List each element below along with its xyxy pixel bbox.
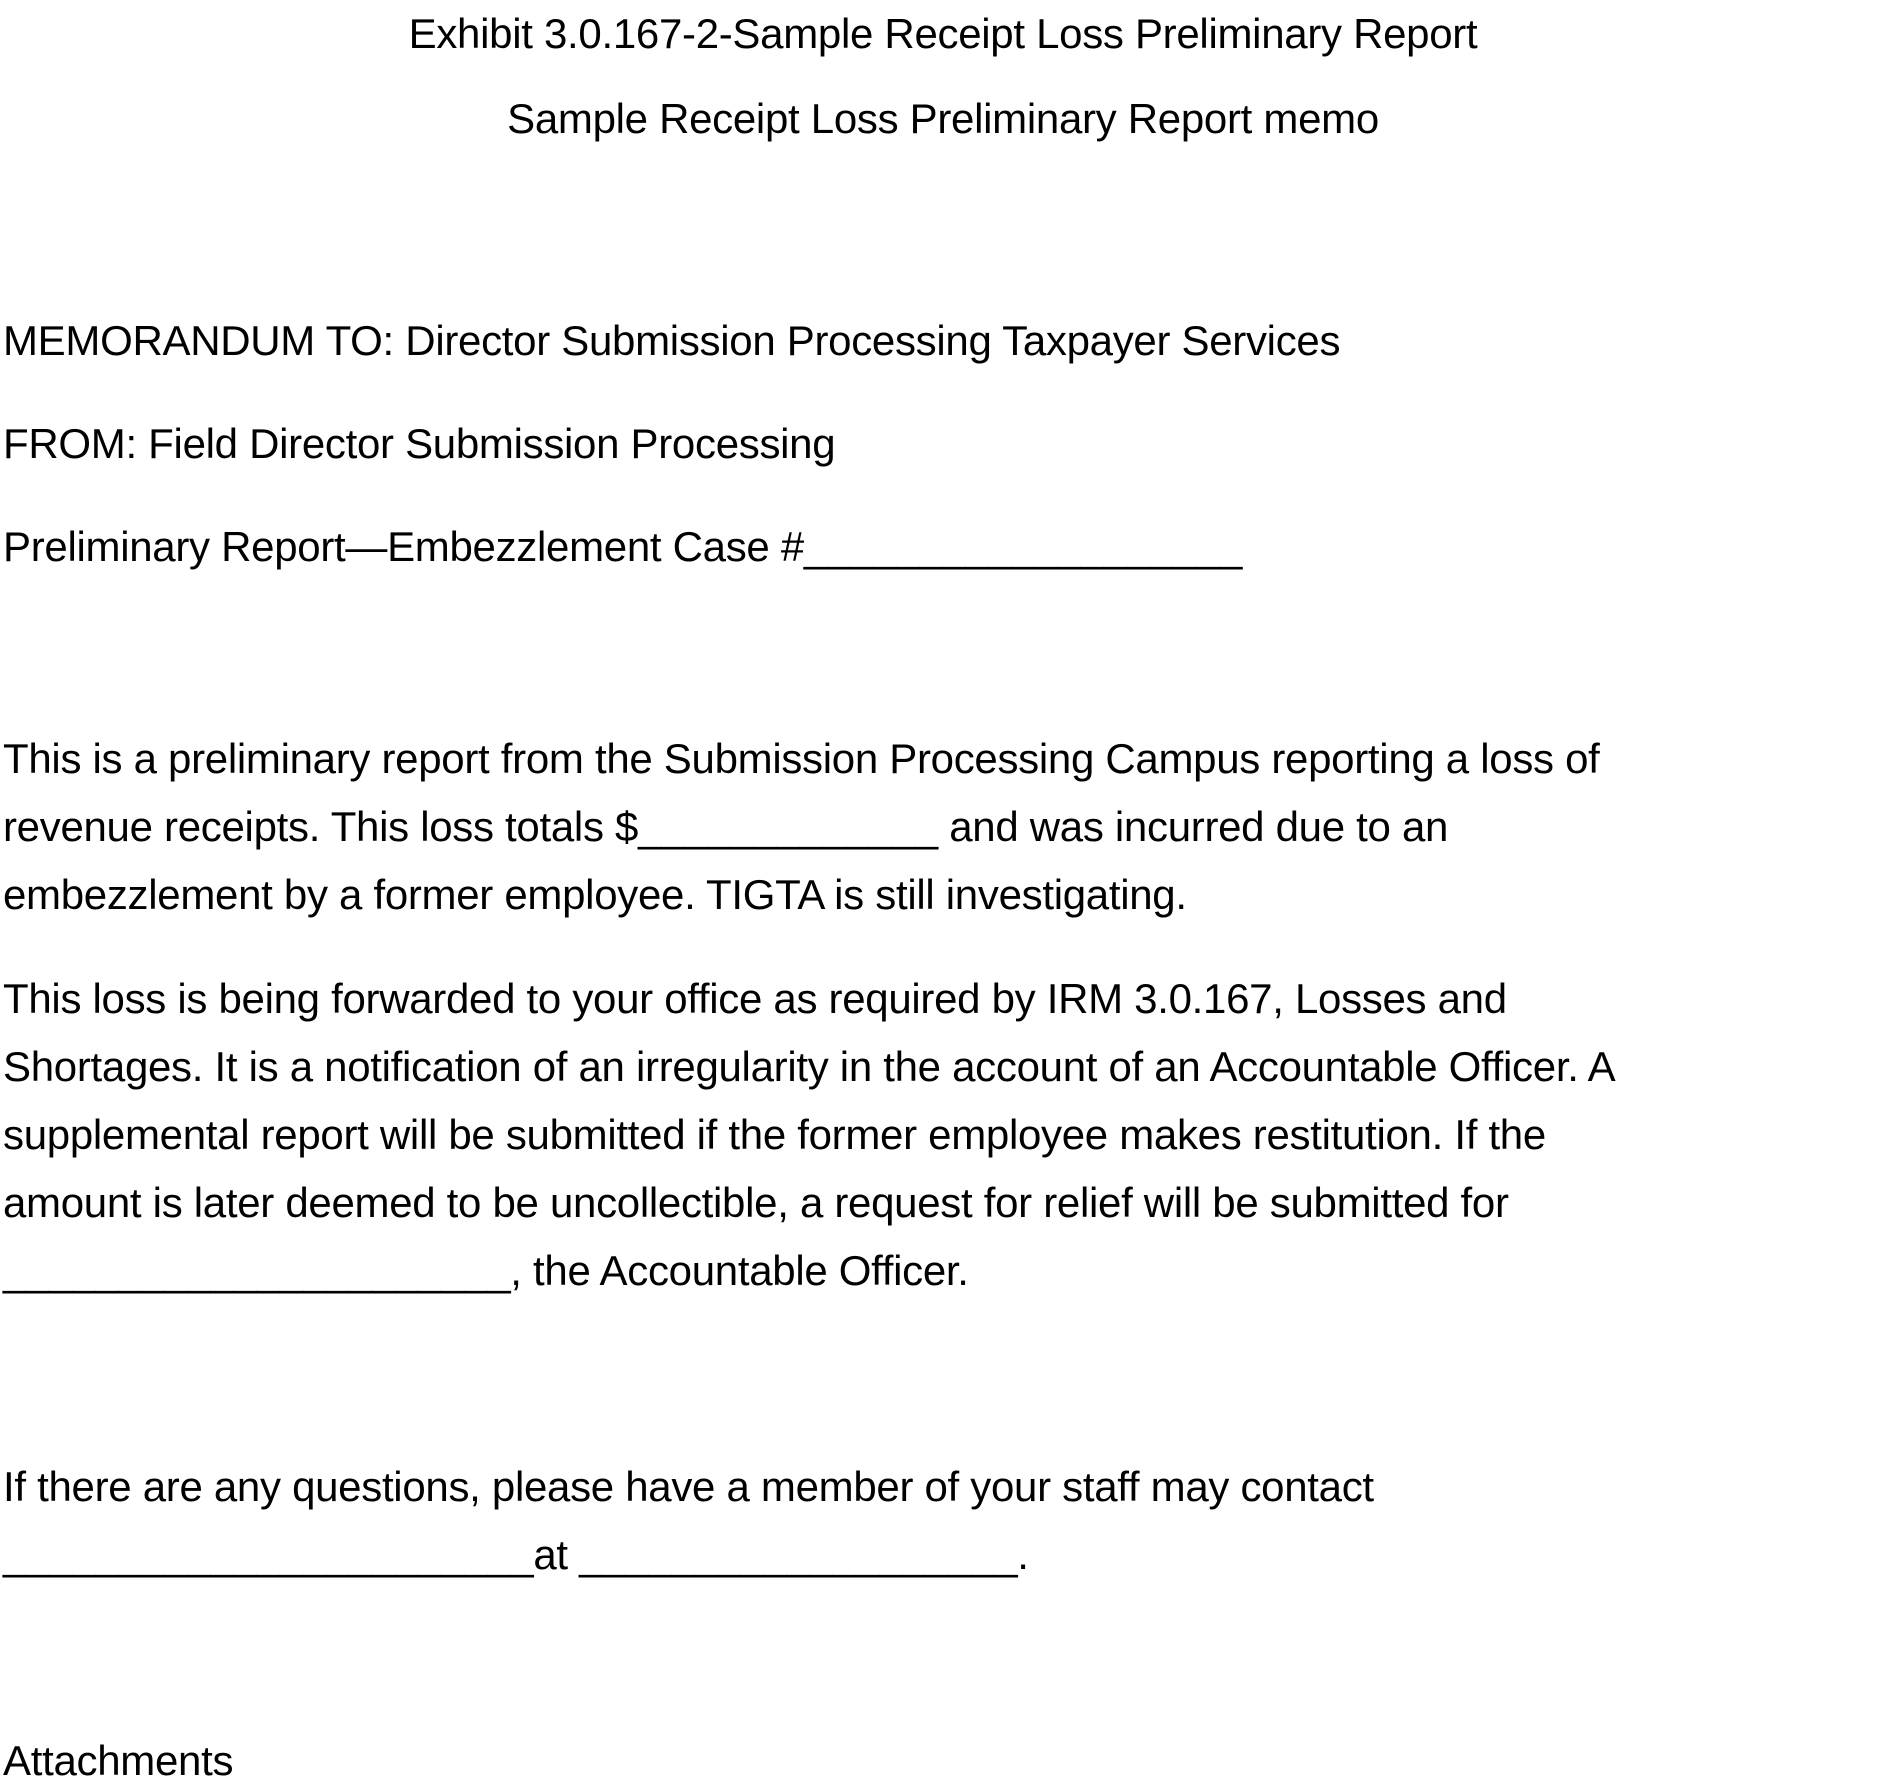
memo-line: This is a preliminary report from the Submission Processing Campus reporting a loss of bbox=[3, 735, 1600, 782]
exhibit-title: Exhibit 3.0.167-2-Sample Receipt Loss Preliminary Report bbox=[408, 10, 1478, 57]
memo-line: supplemental report will be submitted if the former employee makes restitution. If the bbox=[3, 1111, 1546, 1158]
paragraph-irm-notification bbox=[3, 965, 1883, 1305]
memorandum-to-line: MEMORANDUM TO: Director Submission Processing Taxpayer Services bbox=[3, 317, 1341, 364]
memo-line: This loss is being forwarded to your office as required by IRM 3.0.167, Losses and bbox=[3, 975, 1507, 1022]
case-number-line: Preliminary Report—Embezzlement Case #___________________ bbox=[3, 523, 1243, 570]
memo-line: ______________________, the Accountable Officer. bbox=[3, 1247, 969, 1294]
paragraph-contact bbox=[3, 1453, 1883, 1589]
memo-line: If there are any questions, please have a member of your staff may contact bbox=[3, 1463, 1374, 1510]
memo-line: revenue receipts. This loss totals $_____________ and was incurred due to an bbox=[3, 803, 1449, 850]
memo-line: _______________________at ___________________. bbox=[3, 1531, 1029, 1578]
memo-line: embezzlement by a former employee. TIGTA is still investigating. bbox=[3, 871, 1187, 918]
memo-subtitle: Sample Receipt Loss Preliminary Report memo bbox=[507, 95, 1379, 142]
memo-line: Shortages. It is a notification of an irregularity in the account of an Accountable Officer. A bbox=[3, 1043, 1616, 1090]
paragraph-loss-report bbox=[3, 725, 1883, 929]
attachments-label: Attachments bbox=[3, 1737, 234, 1778]
memo-line: amount is later deemed to be uncollectible, a request for relief will be submitted for bbox=[3, 1179, 1509, 1226]
memo-from-line: FROM: Field Director Submission Processing bbox=[3, 420, 836, 467]
